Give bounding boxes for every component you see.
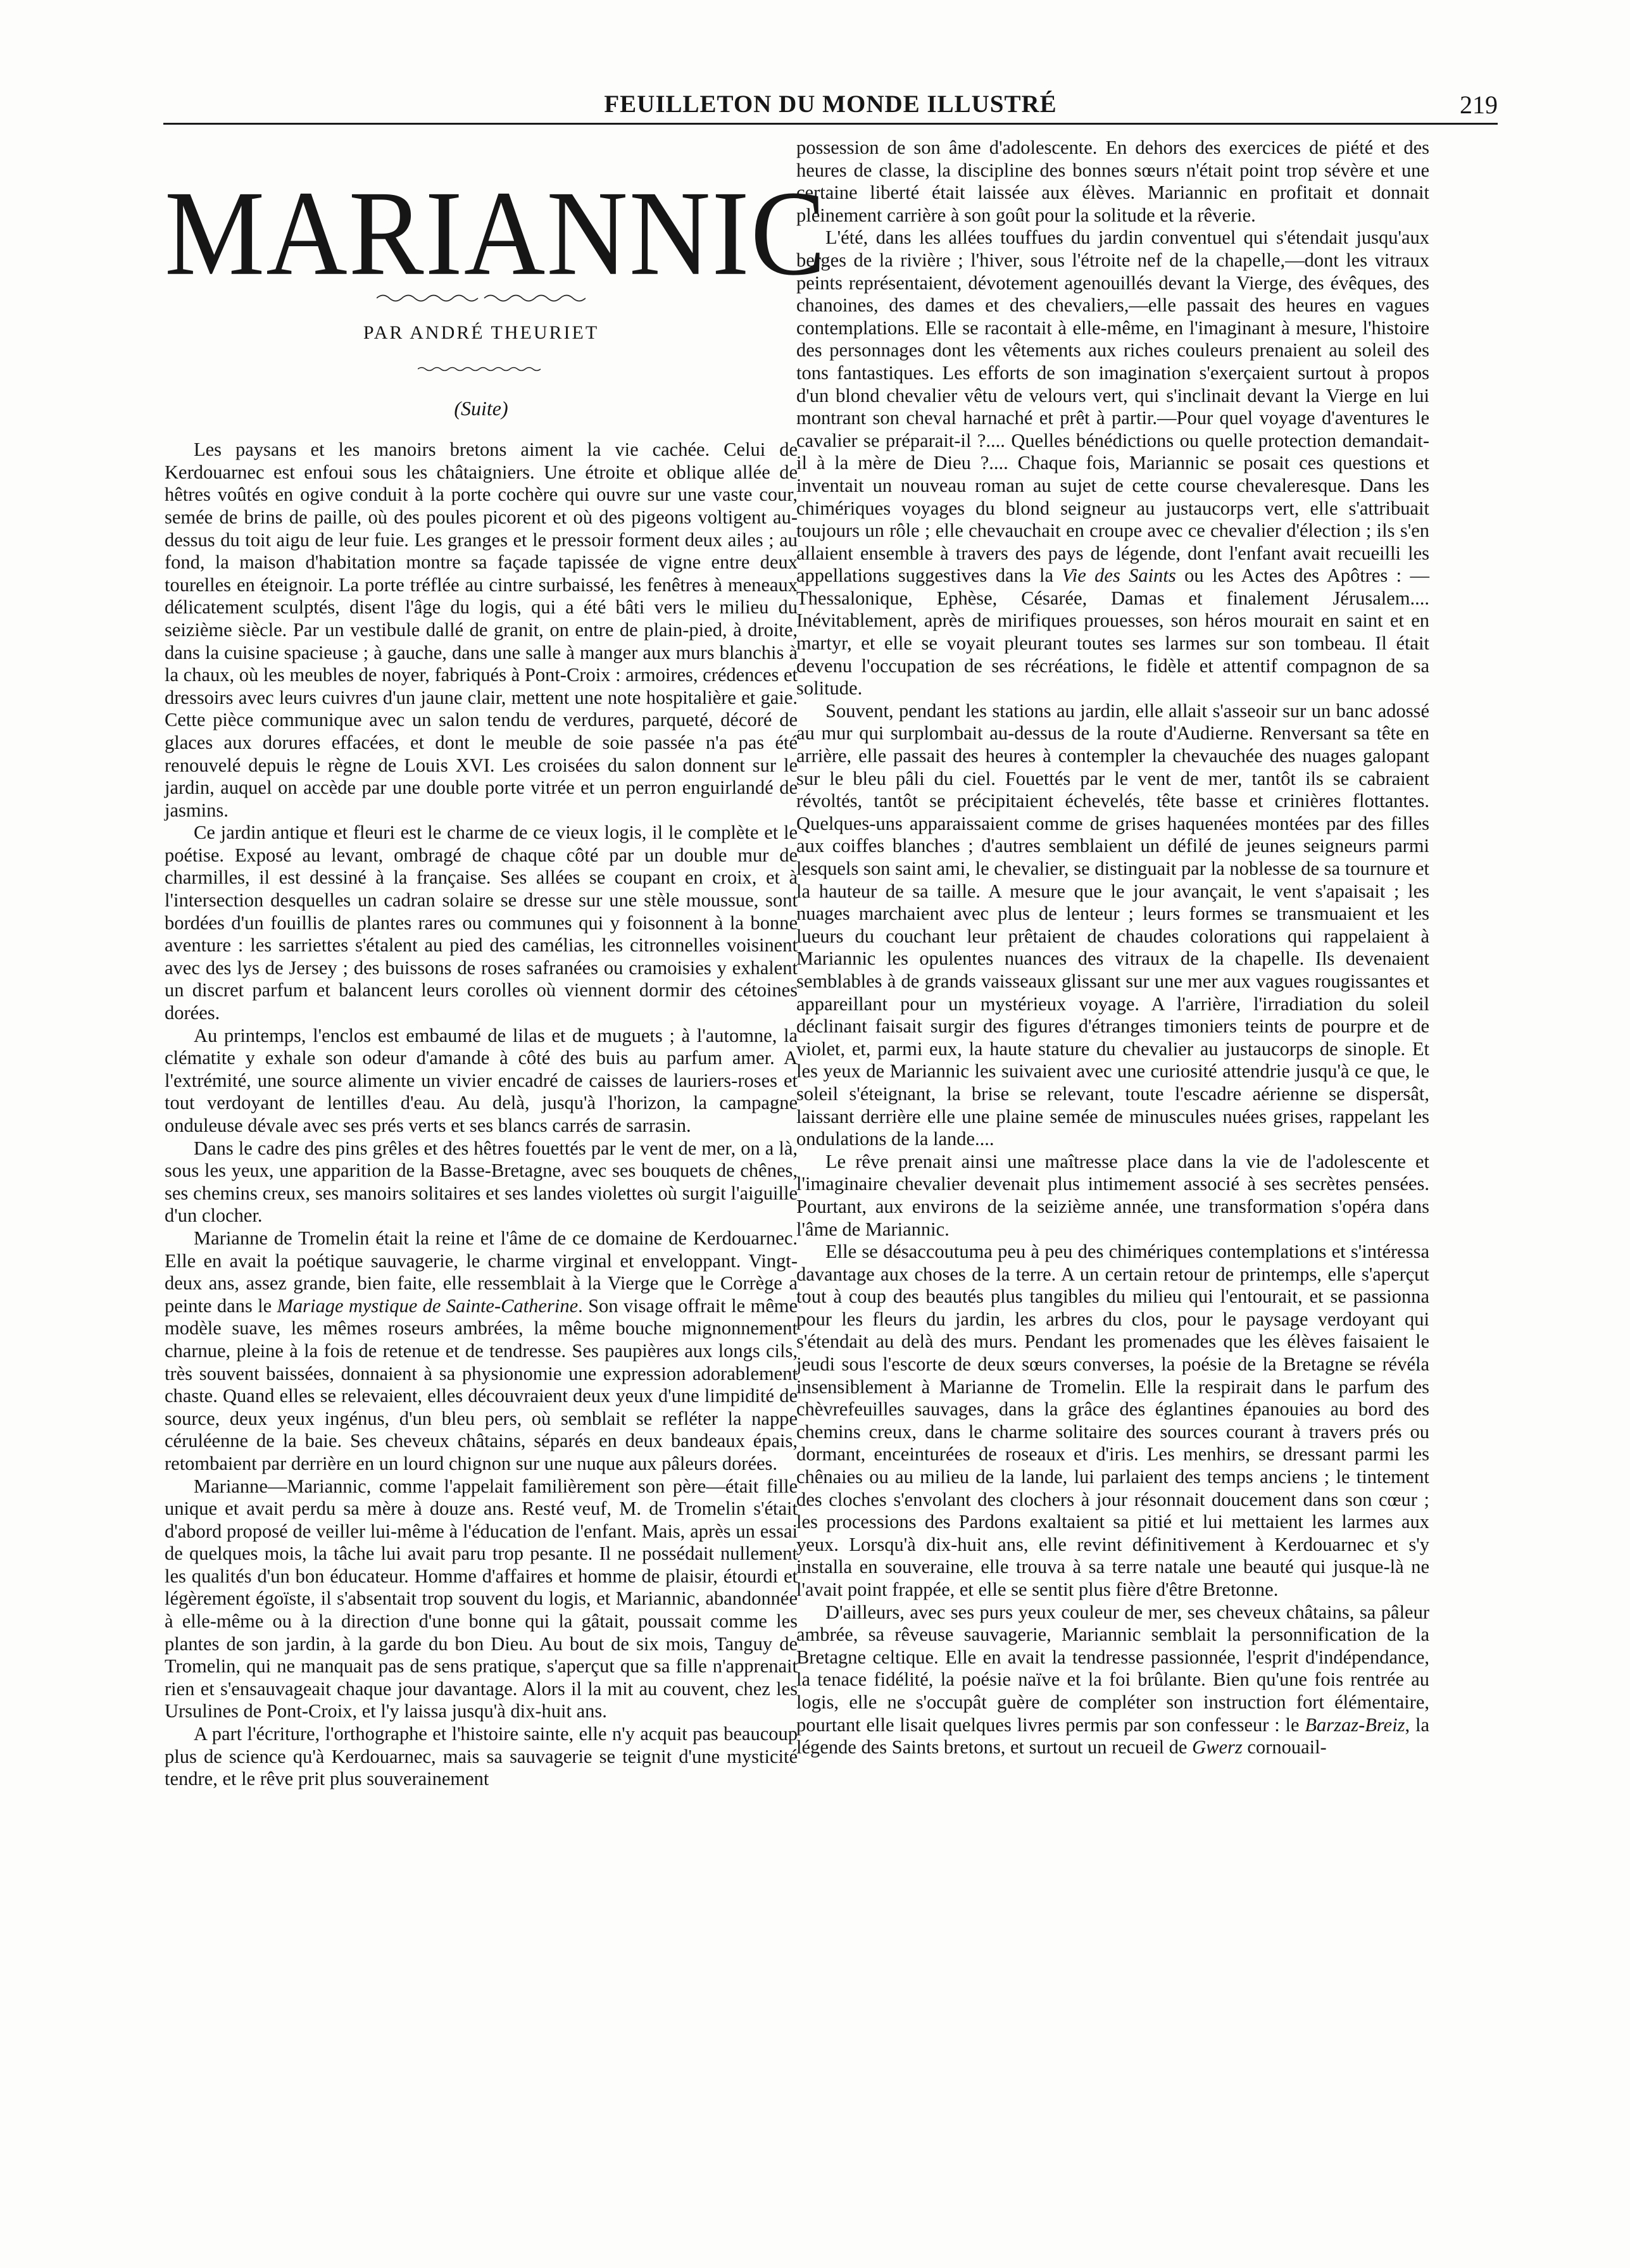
paragraph: Souvent, pendant les stations au jardin, elle allait s'asseoir sur un banc adossé au mur qui surplombait au-dessus de la route d'Audierne. Renversant sa tête en arrière, elle passait des heures à contempler la chevauchée des nuages galopant sur le bleu pâli du ciel. Fouettés par le vent de mer, tantôt ils se cabraient révoltés, tantôt se précipitaient échevelés, tête basse et crinières flottantes. Quelques-uns apparaissaient comme de grises haquenées montées par des filles aux coiffes blanches ; d'autres semblaient un défilé de jeunes seigneurs parmi lesquels son saint ami, le chevalier, se distinguait par la noblesse de sa tournure et la hauteur de sa taille. A mesure que le jour avançait, le vent s'apaisait ; les nuages marchaient avec plus de lenteur ; leurs formes se transmuaient et les lueurs du couchant leur prêtaient de chaudes colorations qui rappelaient à Mariannic les opulentes nuances des vitraux de la chapelle. Ils devenaient semblables à de grands vaisseaux glissant sur une mer aux vagues rougissantes et appareillant pour un mystérieux voyage. A l'arrière, l'irradiation du soleil déclinant faisait surgir des figures d'étranges timoniers teints de pourpre et de violet, et, parmi eux, la haute stature du chevalier au justaucorps de sinople. Et les yeux de Mariannic les suivaient avec une curiosité attendrie jusqu'à ce que, le soleil s'éteignant, la brise se relevant, toute l'escadre aérienne se dispersât, laissant derrière elle une plaine semée de minuscules nuées grises, rappelant les ondulations de la lande....: [796, 699, 1429, 1150]
page-number: 219: [1460, 91, 1498, 119]
paragraph: Au printemps, l'enclos est embaumé de lilas et de muguets ; à l'automne, la clématite y exhale son odeur d'amande à côté des buis au parfum amer. A l'extrémité, une source alimente un vivier encadré de caisses de lauriers-roses et tout verdoyant de lentilles d'eau. Au delà, jusqu'à l'horizon, la campagne onduleuse dévale avec ses prés verts et ses blancs carrés de sarrasin.: [165, 1024, 798, 1136]
running-header: [163, 87, 1498, 125]
paragraph: A part l'écriture, l'orthographe et l'histoire sainte, elle n'y acquit pas beaucoup plus de science qu'à Kerdouarnec, mais sa sauvagerie se teignit d'une mysticité tendre, et le rêve prit plus souverainement: [165, 1723, 798, 1790]
paragraph: possession de son âme d'adolescente. En dehors des exercices de piété et des heures de classe, la discipline des bonnes sœurs n'était point trop sévère et une certaine liberté était laissée aux élèves. Mariannic en profitait et donnait pleinement carrière à son goût pour la solitude et la rêverie.: [796, 137, 1429, 226]
paragraph: Marianne—Mariannic, comme l'appelait familièrement son père—était fille unique et avait perdu sa mère à douze ans. Resté veuf, M. de Tromelin s'était d'abord proposé de veiller lui-même à l'éducation de l'enfant. Mais, après un essai de quelques mois, la tâche lui avait paru trop pesante. Il ne possédait nullement les qualités d'un bon éducateur. Homme d'affaires et homme de plaisir, étourdi et légèrement égoïste, il s'absentait trop souvent du logis, et Mariannic, abandonnée à elle-même ou à la direction d'une bonne qui la gâtait, poussait comme les plantes de son jardin, à la garde du bon Dieu. Au bout de six mois, Tanguy de Tromelin, qui ne manquait pas de sens pratique, s'aperçut que sa fille n'apprenait rien et s'ensauvageait chaque jour davantage. Alors il la mit au couvent, chez les Ursulines de Pont-Croix, et l'y laissa jusqu'à dix-huit ans.: [165, 1475, 798, 1722]
text-run: Marianne de Tromelin était la reine et l'âme de ce domaine de Kerdouarnec. Elle en avait la poétique sauvagerie, le charme virginal et enveloppant. Vingt-deux ans, assez grande, bien faite, elle ressemblait à la Vierge que le Corrège a peinte dans le: [165, 1227, 798, 1317]
right-column: [796, 137, 1429, 1759]
italic-title: Vie des Saints: [1062, 565, 1176, 587]
running-title: FEUILLETON DU MONDE ILLUSTRÉ: [604, 91, 1057, 118]
paragraph: [796, 1601, 1429, 1759]
article-title: MARIANNIC: [165, 165, 827, 301]
italic-title: Gwerz: [1192, 1736, 1243, 1758]
italic-title: Mariage mystique de Sainte-Catherine: [277, 1294, 579, 1317]
paragraph: Les paysans et les manoirs bretons aiment la vie cachée. Celui de Kerdouarnec est enfoui sous les châtaigniers. Une étroite et oblique allée de hêtres voûtés en ogive conduit à la porte cochère qui ouvre sur une vaste cour, semée de brins de paille, où des poules picorent et où des pigeons voltigent au-dessus du toit aigu de leur fuie. Les granges et le pressoir forment deux ailes ; au fond, la maison d'habitation montre sa façade tapissée de vigne entre deux tourelles en éteignoir. La porte tréflée au cintre surbaissé, les fenêtres à meneaux délicatement sculptés, disent l'âge du logis, qui a été bâti vers le milieu du seizième siècle. Par un vestibule dallé de granit, on entre de plain-pied, à droite, dans la cuisine spacieuse ; à gauche, dans une salle à manger aux murs blanchis à la chaux, où les meubles de noyer, fabriqués à Pont-Croix : armoires, crédences et dressoirs avec leurs cuivres d'un jaune clair, mettent une note hospitalière et gaie. Cette pièce communique avec un salon tendu de verdures, parqueté, décoré de glaces aux dorures effacées, et dont le meuble de soie passée n'a pas été renouvelé depuis le règne de Louis XVI. Les croisées du salon donnent sur le jardin, auquel on accède par une double porte vitrée et un perron enguirlandé de jasmins.: [165, 439, 798, 821]
italic-title: Barzaz-Breiz: [1305, 1714, 1405, 1736]
paragraph: Elle se désaccoutuma peu à peu des chimériques contemplations et s'intéressa davantage aux choses de la terre. A un certain retour de printemps, elle s'aperçut tout à coup des beautés plus tangibles du milieu qui l'entourait, et se passionna pour les fleurs du jardin, les arbres du clos, pour le paysage verdoyant qui s'étendait au delà des murs. Pendant les promenades que les élèves faisaient le jeudi sous l'escorte de deux sœurs converses, la poésie de la Bretagne se révéla insensiblement à Marianne de Tromelin. Elle la respirait dans le parfum des chèvrefeuilles sauvages, dans la grâce des églantines épanouies au bord des chemins creux, dans le charme solitaire des sources courant à travers prés ou dormant, enceinturées de roseaux et d'iris. Les menhirs, se dressant parmi les chênaies ou au milieu de la lande, lui parlaient des temps anciens ; le tintement des cloches s'envolant des clochers à jour résonnait doucement dans son cœur ; les processions des Pardons exaltaient sa pitié et lui mettaient les larmes aux yeux. Lorsqu'à dix-huit ans, elle revint définitivement à Kerdouarnec et s'y installa en souveraine, elle trouva à sa terre natale une beauté qui jusque-là ne l'avait point frappée, et elle se sentit plus fière d'être Bretonne.: [796, 1241, 1429, 1600]
paragraph: [796, 227, 1429, 699]
text-run: D'ailleurs, avec ses purs yeux couleur de mer, ses cheveux châtains, sa pâleur ambrée, sa rêveuse sauvagerie, Mariannic semblait la personnification de la Bretagne celtique. Elle en avait la tendresse passionnée, l'esprit d'indépendance, la tenace fidélité, la poésie naïve et la foi brûlante. Bien qu'une fois rentrée au logis, elle ne s'occupât guère de compléter son instruction fort élémentaire, pourtant elle lisait quelques livres permis par son confesseur : le: [796, 1601, 1429, 1736]
paragraph: Le rêve prenait ainsi une maîtresse place dans la vie de l'adolescente et l'imaginaire chevalier devenait plus intimement associé à ses secrètes pensées. Pourtant, aux environs de la seizième année, une transformation s'opéra dans l'âme de Mariannic.: [796, 1150, 1429, 1240]
paragraph: Ce jardin antique et fleuri est le charme de ce vieux logis, il le complète et le poétise. Exposé au levant, ombragé de chaque côté par un double mur de charmilles, il est dessiné à la française. Ses allées se coupant en croix, et à l'intersection desquelles un cadran solaire se dresse sur une stèle moussue, sont bordées d'un fouillis de plantes rares ou communes qui y foisonnent à la bonne aventure : les sarriettes s'étalent au pied des camélias, les citronnelles voisinent avec des lys de Jersey ; des buissons de roses safranées ou cramoisies y exhalent un discret parfum et balancent leurs corolles où viennent dormir des cétoines dorées.: [165, 822, 798, 1024]
paragraph: Dans le cadre des pins grêles et des hêtres fouettés par le vent de mer, on a là, sous les yeux, une apparition de la Basse-Bretagne, avec ses bouquets de chênes, ses chemins creux, ses manoirs solitaires et ses landes violettes où surgit l'aiguille d'un clocher.: [165, 1137, 798, 1227]
text-run: cornouail-: [1242, 1736, 1327, 1758]
text-run: ou les Actes des Apôtres : — Thessalonique, Ephèse, Césarée, Damas et finalement Jérusalem.... Inévitablement, après de mirifiques prouesses, son héros mourait en saint et en martyr, et elle se voyait pleurant toutes ses larmes sur son tombeau. Il était devenu l'occupation de ses récréations, le fidèle et attentif compagnon de sa solitude.: [796, 565, 1429, 699]
article-byline: PAR ANDRÉ THEURIET: [363, 322, 599, 343]
continuation-note: (Suite): [454, 396, 508, 420]
left-column: [165, 137, 827, 1791]
text-run: , la légende des Saints bretons, et surtout un recueil de: [796, 1714, 1430, 1758]
small-wave-divider-icon: [418, 362, 544, 376]
text-run: L'été, dans les allées touffues du jardin conventuel qui s'étendait jusqu'aux berges de la rivière ; l'hiver, sous l'étroite nef de la chapelle,—dont les vitraux peints représentaient, dévotement agenouillés devant la Vierge, des évêques, des chanoines, des dames et des chevaliers,—elle passait des heures en vagues contemplations. Elle se racontait à elle-même, en l'imaginant à mesure, l'histoire des personnages dont les vêtements aux riches couleurs prenaient au soleil des tons fantastiques. Les efforts de son imagination s'exerçaient surtout à propos d'un blond chevalier vêtu de velours vert, qui s'inclinait devant la Vierge en lui montrant son cheval harnaché et prêt à partir.—Pour quel voyage d'aventures le cavalier se préparait-il ?.... Quelles bénédictions ou quelle protection demandait-il à la mère de Dieu ?.... Chaque fois, Mariannic se posait ces questions et inventait un nouveau roman au sujet de cette course chevaleresque. Dans les chimériques voyages du blond seigneur au justaucorps vert, elle s'attribuait toujours un rôle ; elle chevauchait en croupe avec ce chevalier d'élection ; ils s'en allaient ensemble à travers des pays de légende, dont l'enfant avait recueilli les appellations suggestives dans la: [796, 227, 1429, 587]
text-run: . Son visage offrait le même modèle suave, les mêmes roseurs ambrées, la même bouche mignonnement charnue, pleine à la fois de retenue et de tendresse. Ses paupières aux longs cils, très souvent baissées, donnaient à sa physionomie une expression adorablement chaste. Quand elles se relevaient, elles découvraient deux yeux d'une limpidité de source, deux yeux ingénus, d'un bleu pers, où semblait se refléter la nappe céruléenne de la baie. Ses cheveux châtains, séparés en deux bandeaux épais, retombaient par derrière en un lourd chignon sur une nuque aux pâleurs dorées.: [165, 1294, 798, 1474]
paragraph: [165, 1227, 798, 1475]
